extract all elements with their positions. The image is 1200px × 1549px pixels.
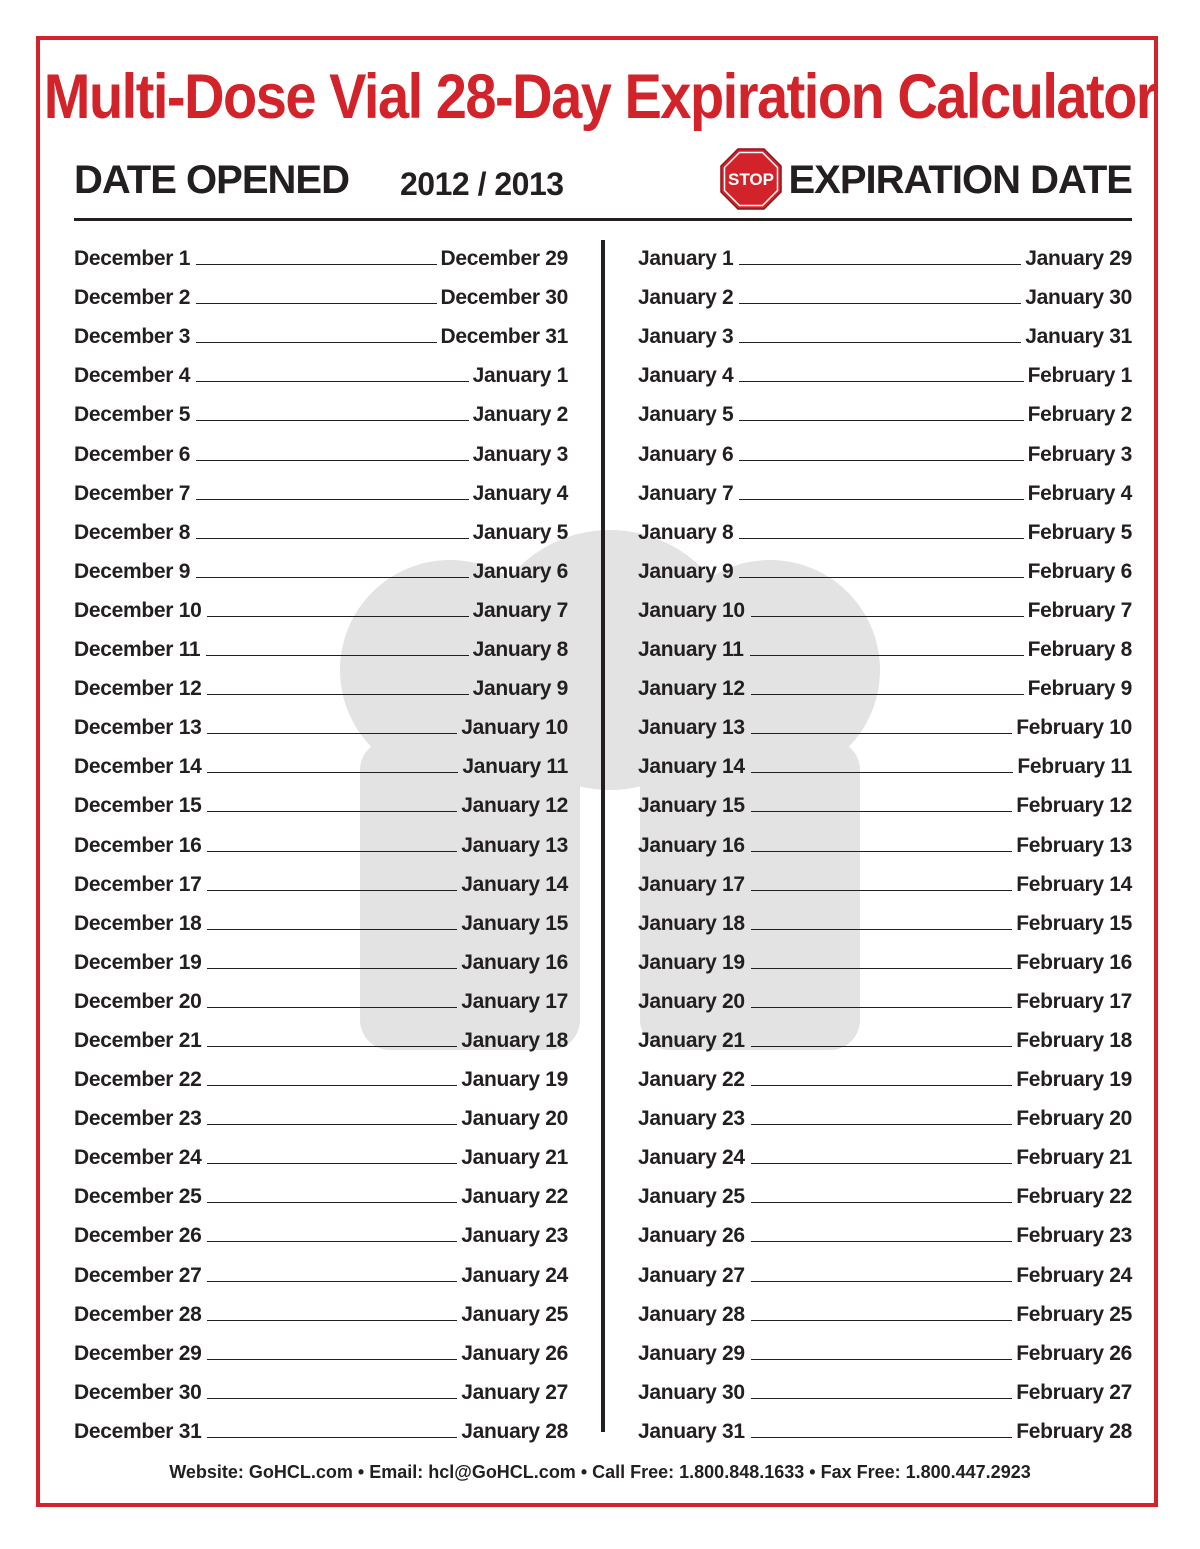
- date-opened-cell: January 26: [638, 1224, 745, 1248]
- date-opened-cell: December 27: [74, 1263, 202, 1287]
- row-leader-line: [207, 929, 457, 930]
- table-row: [74, 1092, 568, 1131]
- expiration-date-cell: February 18: [1016, 1028, 1132, 1052]
- date-opened-cell: January 12: [638, 677, 745, 701]
- row-leader-line: [739, 460, 1023, 461]
- january-column: [638, 232, 1132, 1444]
- expiration-date-cell: January 1: [472, 364, 568, 388]
- table-row: [74, 584, 568, 623]
- table-row: [638, 1366, 1132, 1405]
- expiration-date-cell: January 13: [461, 833, 568, 857]
- date-opened-cell: January 21: [638, 1028, 745, 1052]
- table-row: [638, 349, 1132, 388]
- december-column: [74, 232, 568, 1444]
- expiration-date-cell: January 22: [461, 1185, 568, 1209]
- table-row: [74, 1366, 568, 1405]
- expiration-date-cell: January 4: [472, 481, 568, 505]
- row-leader-line: [739, 538, 1023, 539]
- expiration-date-cell: December 31: [440, 325, 568, 349]
- table-row: [74, 975, 568, 1014]
- table-row: [638, 623, 1132, 662]
- row-leader-line: [751, 1398, 1012, 1399]
- expiration-date-cell: January 10: [461, 716, 568, 740]
- expiration-date-cell: January 3: [472, 442, 568, 466]
- table-row: [638, 545, 1132, 584]
- date-opened-cell: December 25: [74, 1185, 202, 1209]
- stop-sign-icon: [720, 148, 782, 210]
- table-row: [638, 1131, 1132, 1170]
- row-leader-line: [207, 1085, 457, 1086]
- row-leader-line: [739, 499, 1023, 500]
- row-leader-line: [751, 929, 1012, 930]
- row-leader-line: [196, 538, 469, 539]
- row-leader-line: [739, 577, 1023, 578]
- table-row: [638, 740, 1132, 779]
- date-opened-cell: December 14: [74, 755, 202, 779]
- table-row: [638, 506, 1132, 545]
- expiration-date-cell: January 16: [461, 950, 568, 974]
- expiration-date-cell: January 7: [472, 598, 568, 622]
- row-leader-line: [206, 655, 468, 656]
- row-leader-line: [739, 420, 1023, 421]
- table-row: [74, 1131, 568, 1170]
- expiration-date-cell: February 12: [1016, 794, 1132, 818]
- date-opened-cell: January 19: [638, 950, 745, 974]
- table-row: [638, 1014, 1132, 1053]
- table-row: [74, 1170, 568, 1209]
- expiration-date-cell: January 26: [461, 1341, 568, 1365]
- date-opened-cell: December 3: [74, 325, 191, 349]
- row-leader-line: [207, 1202, 457, 1203]
- table-row: [74, 545, 568, 584]
- row-leader-line: [207, 968, 457, 969]
- date-opened-cell: January 9: [638, 559, 734, 583]
- date-opened-cell: December 11: [74, 638, 201, 662]
- expiration-date-cell: February 13: [1016, 833, 1132, 857]
- date-opened-cell: January 8: [638, 520, 734, 544]
- table-row: [638, 1405, 1132, 1444]
- expiration-date-cell: February 28: [1016, 1419, 1132, 1443]
- date-opened-cell: January 7: [638, 481, 734, 505]
- date-opened-cell: January 23: [638, 1107, 745, 1131]
- table-row: [638, 271, 1132, 310]
- row-leader-line: [207, 1007, 457, 1008]
- table-row: [638, 232, 1132, 271]
- expiration-date-cell: January 15: [461, 911, 568, 935]
- date-opened-cell: January 31: [638, 1419, 745, 1443]
- row-leader-line: [751, 1007, 1012, 1008]
- date-opened-cell: January 2: [638, 286, 734, 310]
- table-row: [638, 584, 1132, 623]
- page-title: Multi-Dose Vial 28-Day Expiration Calculator: [43, 61, 1157, 132]
- table-row: [74, 662, 568, 701]
- date-opened-cell: December 20: [74, 989, 202, 1013]
- row-leader-line: [751, 1281, 1012, 1282]
- table-row: [74, 310, 568, 349]
- date-opened-cell: December 28: [74, 1302, 202, 1326]
- expiration-date-cell: February 22: [1016, 1185, 1132, 1209]
- date-opened-cell: January 14: [638, 755, 745, 779]
- row-leader-line: [751, 616, 1024, 617]
- row-leader-line: [739, 264, 1021, 265]
- table-row: [638, 975, 1132, 1014]
- date-opened-cell: December 23: [74, 1107, 202, 1131]
- header-rule: [74, 218, 1132, 221]
- date-opened-cell: January 15: [638, 794, 745, 818]
- expiration-date-cell: February 19: [1016, 1068, 1132, 1092]
- expiration-date-cell: February 10: [1016, 716, 1132, 740]
- expiration-date-cell: January 5: [472, 520, 568, 544]
- expiration-date-cell: February 23: [1016, 1224, 1132, 1248]
- expiration-date-cell: February 2: [1027, 403, 1132, 427]
- row-leader-line: [207, 890, 457, 891]
- row-leader-line: [750, 655, 1024, 656]
- table-row: [74, 1288, 568, 1327]
- row-leader-line: [196, 381, 469, 382]
- expiration-date-cell: February 26: [1016, 1341, 1132, 1365]
- table-row: [74, 936, 568, 975]
- table-row: [638, 818, 1132, 857]
- table-row: [74, 506, 568, 545]
- expiration-date-cell: January 29: [1025, 247, 1132, 271]
- table-row: [638, 1288, 1132, 1327]
- row-leader-line: [207, 1398, 457, 1399]
- row-leader-line: [751, 1241, 1012, 1242]
- date-opened-cell: January 28: [638, 1302, 745, 1326]
- row-leader-line: [207, 1359, 457, 1360]
- row-leader-line: [207, 694, 468, 695]
- table-row: [638, 310, 1132, 349]
- date-opened-cell: December 24: [74, 1146, 202, 1170]
- date-opened-cell: December 13: [74, 716, 202, 740]
- row-leader-line: [739, 342, 1021, 343]
- expiration-date-cell: February 24: [1016, 1263, 1132, 1287]
- date-opened-cell: December 22: [74, 1068, 202, 1092]
- table-row: [638, 1327, 1132, 1366]
- expiration-date-cell: January 18: [461, 1028, 568, 1052]
- date-opened-cell: January 10: [638, 598, 745, 622]
- row-leader-line: [739, 381, 1023, 382]
- date-opened-cell: January 6: [638, 442, 734, 466]
- table-row: [638, 1170, 1132, 1209]
- expiration-date-cell: January 28: [461, 1419, 568, 1443]
- expiration-date-cell: February 20: [1016, 1107, 1132, 1131]
- table-row: [638, 1092, 1132, 1131]
- date-opened-cell: December 18: [74, 911, 202, 935]
- table-row: [638, 897, 1132, 936]
- date-opened-cell: December 16: [74, 833, 202, 857]
- date-opened-cell: December 10: [74, 598, 202, 622]
- row-leader-line: [751, 1320, 1012, 1321]
- row-leader-line: [196, 303, 436, 304]
- table-row: [74, 858, 568, 897]
- expiration-date-cell: February 16: [1016, 950, 1132, 974]
- row-leader-line: [207, 1046, 457, 1047]
- expiration-date-cell: January 31: [1025, 325, 1132, 349]
- table-row: [74, 897, 568, 936]
- expiration-date-cell: January 2: [472, 403, 568, 427]
- table-row: [74, 1248, 568, 1287]
- table-row: [74, 1405, 568, 1444]
- row-leader-line: [196, 499, 469, 500]
- table-row: [638, 1209, 1132, 1248]
- expiration-date-cell: January 27: [461, 1380, 568, 1404]
- expiration-date-cell: January 24: [461, 1263, 568, 1287]
- row-leader-line: [751, 1046, 1012, 1047]
- row-leader-line: [751, 811, 1012, 812]
- table-row: [74, 1014, 568, 1053]
- date-opened-cell: December 7: [74, 481, 191, 505]
- row-leader-line: [196, 577, 469, 578]
- row-leader-line: [207, 1124, 457, 1125]
- row-leader-line: [751, 772, 1014, 773]
- table-row: [74, 271, 568, 310]
- table-row: [638, 1053, 1132, 1092]
- expiration-date-cell: January 21: [461, 1146, 568, 1170]
- date-opened-cell: January 11: [638, 638, 744, 662]
- table-row: [74, 1053, 568, 1092]
- expiration-date-cell: January 9: [472, 677, 568, 701]
- row-leader-line: [207, 851, 457, 852]
- expiration-date-cell: February 14: [1016, 872, 1132, 896]
- date-opened-cell: December 29: [74, 1341, 202, 1365]
- date-opened-cell: January 17: [638, 872, 745, 896]
- date-opened-cell: January 29: [638, 1341, 745, 1365]
- expiration-date-cell: January 8: [472, 638, 568, 662]
- table-row: [638, 427, 1132, 466]
- expiration-date-cell: December 29: [440, 247, 568, 271]
- date-opened-cell: January 13: [638, 716, 745, 740]
- date-opened-cell: December 15: [74, 794, 202, 818]
- table-row: [74, 349, 568, 388]
- expiration-date-cell: February 17: [1016, 989, 1132, 1013]
- row-leader-line: [207, 811, 457, 812]
- date-opened-cell: December 4: [74, 364, 191, 388]
- row-leader-line: [739, 303, 1021, 304]
- row-leader-line: [751, 968, 1012, 969]
- expiration-date-cell: January 6: [472, 559, 568, 583]
- expiration-date-cell: February 27: [1016, 1380, 1132, 1404]
- table-row: [638, 936, 1132, 975]
- expiration-date-cell: January 12: [461, 794, 568, 818]
- row-leader-line: [207, 772, 458, 773]
- table-row: [74, 1209, 568, 1248]
- table-row: [74, 740, 568, 779]
- row-leader-line: [751, 890, 1012, 891]
- table-row: [74, 467, 568, 506]
- expiration-date-cell: February 4: [1027, 481, 1132, 505]
- row-leader-line: [751, 733, 1012, 734]
- date-opened-cell: December 26: [74, 1224, 202, 1248]
- date-opened-cell: December 8: [74, 520, 191, 544]
- year-label: 2012 / 2013: [400, 166, 564, 202]
- row-leader-line: [751, 1163, 1012, 1164]
- table-row: [74, 818, 568, 857]
- table-row: [638, 858, 1132, 897]
- stop-sign-label: STOP: [728, 170, 774, 189]
- date-opened-cell: December 30: [74, 1380, 202, 1404]
- date-opened-cell: January 30: [638, 1380, 745, 1404]
- date-opened-cell: January 25: [638, 1185, 745, 1209]
- row-leader-line: [196, 264, 436, 265]
- date-opened-cell: December 19: [74, 950, 202, 974]
- row-leader-line: [751, 851, 1012, 852]
- table-row: [638, 779, 1132, 818]
- expiration-date-cell: February 5: [1027, 520, 1132, 544]
- expiration-date-cell: January 20: [461, 1107, 568, 1131]
- expiration-date-cell: January 19: [461, 1068, 568, 1092]
- date-opened-cell: January 3: [638, 325, 734, 349]
- expiration-date-cell: February 8: [1027, 638, 1132, 662]
- date-opened-cell: December 2: [74, 286, 191, 310]
- date-opened-heading: DATE OPENED: [74, 158, 349, 202]
- column-divider: [601, 240, 605, 1432]
- expiration-date-cell: December 30: [440, 286, 568, 310]
- date-opened-cell: January 18: [638, 911, 745, 935]
- row-leader-line: [196, 420, 469, 421]
- expiration-date-cell: February 11: [1017, 755, 1132, 779]
- expiration-date-cell: February 15: [1016, 911, 1132, 935]
- expiration-date-cell: January 25: [461, 1302, 568, 1326]
- date-opened-cell: December 12: [74, 677, 202, 701]
- table-row: [638, 662, 1132, 701]
- expiration-date-cell: January 14: [461, 872, 568, 896]
- date-opened-cell: January 1: [638, 247, 734, 271]
- date-opened-cell: January 20: [638, 989, 745, 1013]
- table-row: [74, 779, 568, 818]
- date-opened-cell: January 27: [638, 1263, 745, 1287]
- table-row: [74, 388, 568, 427]
- date-opened-cell: January 16: [638, 833, 745, 857]
- expiration-date-cell: February 6: [1027, 559, 1132, 583]
- row-leader-line: [751, 1437, 1012, 1438]
- row-leader-line: [751, 1359, 1012, 1360]
- table-row: [638, 701, 1132, 740]
- row-leader-line: [207, 1281, 457, 1282]
- row-leader-line: [207, 1241, 457, 1242]
- date-opened-cell: December 31: [74, 1419, 202, 1443]
- table-row: [74, 1327, 568, 1366]
- table-row: [74, 623, 568, 662]
- expiration-date-cell: January 23: [461, 1224, 568, 1248]
- table-row: [74, 427, 568, 466]
- table-row: [638, 1248, 1132, 1287]
- table-row: [638, 467, 1132, 506]
- row-leader-line: [751, 1202, 1012, 1203]
- row-leader-line: [207, 1437, 457, 1438]
- row-leader-line: [751, 694, 1024, 695]
- row-leader-line: [751, 1124, 1012, 1125]
- table-row: [74, 232, 568, 271]
- expiration-date-cell: February 7: [1027, 598, 1132, 622]
- expiration-date-cell: January 30: [1025, 286, 1132, 310]
- table-row: [638, 388, 1132, 427]
- footer-contact: Website: GoHCL.com • Email: hcl@GoHCL.com • Call Free: 1.800.848.1633 • Fax Free: 1.800.447.2923: [169, 1462, 1031, 1482]
- expiration-date-cell: February 25: [1016, 1302, 1132, 1326]
- date-opened-cell: January 4: [638, 364, 734, 388]
- expiration-date-heading: EXPIRATION DATE: [788, 158, 1132, 202]
- row-leader-line: [207, 1163, 457, 1164]
- row-leader-line: [207, 616, 468, 617]
- row-leader-line: [207, 733, 457, 734]
- row-leader-line: [207, 1320, 457, 1321]
- date-opened-cell: December 1: [74, 247, 191, 271]
- date-opened-cell: December 9: [74, 559, 191, 583]
- date-opened-cell: January 22: [638, 1068, 745, 1092]
- row-leader-line: [751, 1085, 1012, 1086]
- expiration-date-cell: January 11: [462, 755, 568, 779]
- row-leader-line: [196, 460, 469, 461]
- date-opened-cell: January 24: [638, 1146, 745, 1170]
- expiration-date-cell: February 1: [1027, 364, 1132, 388]
- row-leader-line: [196, 342, 436, 343]
- date-opened-cell: December 5: [74, 403, 191, 427]
- expiration-date-cell: February 21: [1016, 1146, 1132, 1170]
- expiration-date-cell: February 3: [1027, 442, 1132, 466]
- expiration-date-cell: February 9: [1027, 677, 1132, 701]
- expiration-date-cell: January 17: [461, 989, 568, 1013]
- date-opened-cell: December 21: [74, 1028, 202, 1052]
- date-opened-cell: December 6: [74, 442, 191, 466]
- table-row: [74, 701, 568, 740]
- date-opened-cell: December 17: [74, 872, 202, 896]
- date-opened-cell: January 5: [638, 403, 734, 427]
